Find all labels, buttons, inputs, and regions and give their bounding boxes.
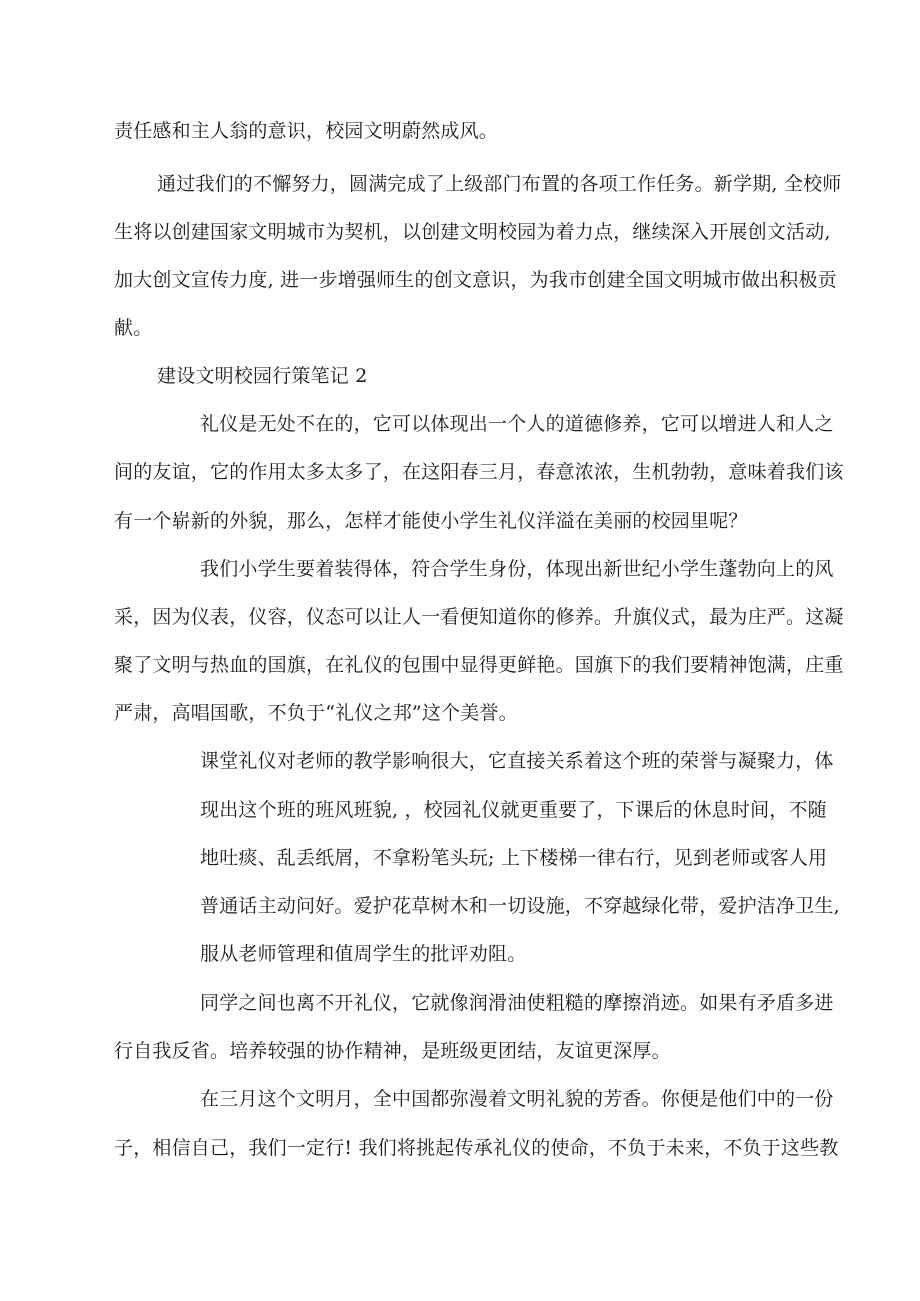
paragraph-line: 加大创文宣传力度, 进一步增强师生的创文意识，为我市创建全国文明城市做出积极贡 bbox=[114, 269, 837, 291]
paragraph-line: 行自我反省。培养较强的协作精神，是班级更团结，友谊更深厚。 bbox=[114, 1040, 671, 1062]
paragraph-line: 子，相信自己，我们一定行! 我们将挑起传承礼仪的使命，不负于未来，不负于这些教 bbox=[114, 1137, 839, 1159]
paragraph-line: 通过我们的不懈努力，圆满完成了上级部门布置的各项工作任务。新学期, 全校师 bbox=[157, 173, 842, 195]
paragraph-line: 献。 bbox=[114, 317, 153, 339]
paragraph-line: 我们小学生要着装得体，符合学生身份，体现出新世纪小学生蓬勃向上的风 bbox=[200, 558, 834, 580]
paragraph-line: 课堂礼仪对老师的教学影响很大，它直接关系着这个班的荣誉与凝聚力，体 bbox=[200, 750, 834, 772]
paragraph-line: 普通话主动问好。爱护花草树木和一切设施，不穿越绿化带，爱护洁净卫生, bbox=[200, 895, 840, 917]
paragraph-line: 采，因为仪表，仪容，仪态可以让人一看便知道你的修养。升旗仪式，最为庄严。这凝 bbox=[114, 606, 844, 628]
paragraph-line: 在三月这个文明月，全中国都弥漫着文明礼貌的芳香。你便是他们中的一份 bbox=[200, 1088, 834, 1110]
paragraph-line: 责任感和主人翁的意识，校园文明蔚然成风。 bbox=[114, 120, 499, 142]
paragraph-line: 生将以创建国家文明城市为契机，以创建文明校园为着力点，继续深入开展创文活动, bbox=[114, 221, 831, 243]
paragraph-line: 礼仪是无处不在的，它可以体现出一个人的道德修养，它可以增进人和人之 bbox=[200, 413, 834, 435]
paragraph-line: 服从老师管理和值周学生的批评劝阻。 bbox=[200, 943, 527, 965]
paragraph-line: 同学之间也离不开礼仪，它就像润滑油使粗糙的摩擦消迹。如果有矛盾多进 bbox=[200, 992, 834, 1014]
paragraph-line: 地吐痰、乱丢纸屑，不拿粉笔头玩; 上下楼梯一律右行，见到老师或客人用 bbox=[200, 847, 828, 869]
paragraph-line: 聚了文明与热血的国旗，在礼仪的包围中显得更鲜艳。国旗下的我们要精神饱满，庄重 bbox=[114, 654, 844, 676]
paragraph-line: 有一个崭新的外貌，那么，怎样才能使小学生礼仪洋溢在美丽的校园里呢？ bbox=[114, 510, 748, 532]
section-title: 建设文明校园行策笔记 2 bbox=[157, 365, 368, 387]
paragraph-line: 严肃，高唱国歌，不负于“礼仪之邦”这个美誉。 bbox=[114, 702, 518, 724]
paragraph-line: 间的友谊，它的作用太多太多了，在这阳春三月，春意浓浓，生机勃勃，意味着我们该 bbox=[114, 461, 844, 483]
paragraph-line: 现出这个班的班风班貌, ，校园礼仪就更重要了，下课后的休息时间，不随 bbox=[200, 799, 827, 821]
